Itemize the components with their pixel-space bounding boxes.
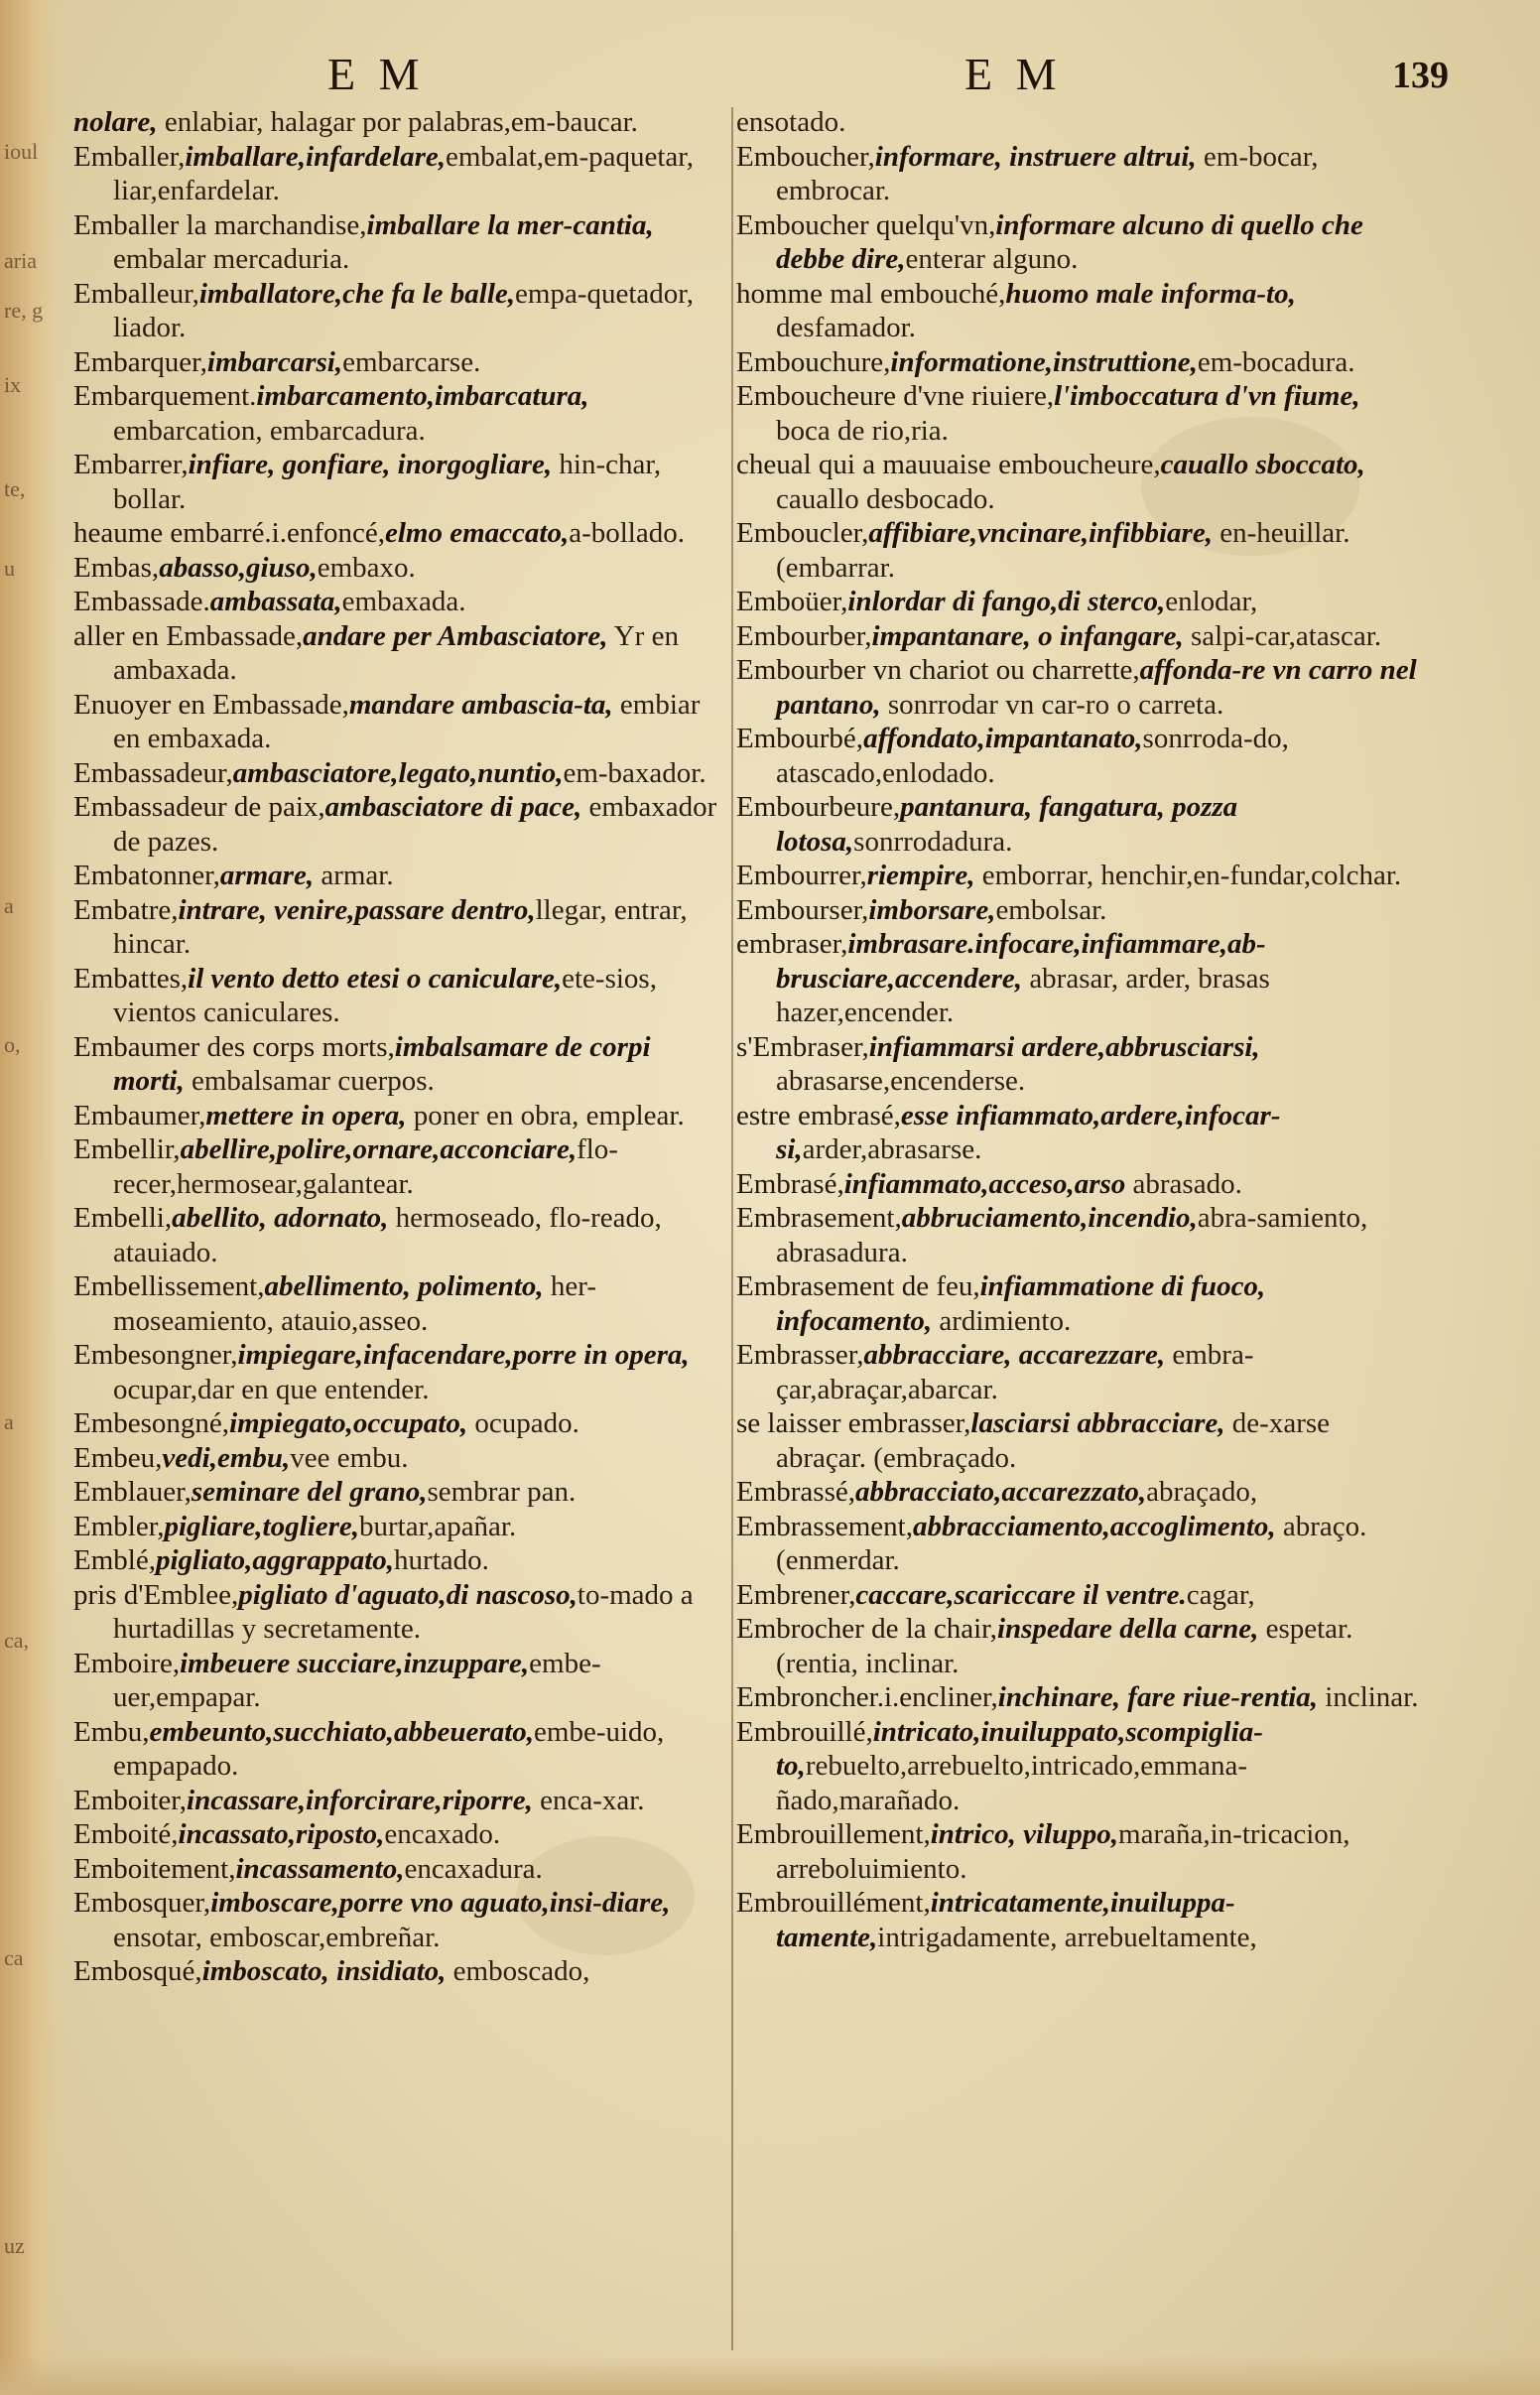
entry-headword: Embrasement, [736,1202,902,1234]
entry-headword: embraser, [736,928,848,960]
dictionary-entry [736,1406,1421,1475]
entry-spanish: ete-sios, vientos caniculares. [113,962,657,1028]
dictionary-entry [736,1886,1421,1954]
entry-italian: informare alcuno di quello che debbe dire, [776,208,1363,275]
dictionary-entry [73,1132,728,1201]
entry-italian: l'imboccatura d'vn fiume, [1054,380,1360,412]
entry-headword: Embesongner, [73,1339,238,1371]
right-running-head: E M [964,49,1063,99]
dictionary-entry [736,1201,1421,1269]
dictionary-entry [73,1715,728,1784]
dictionary-entry [73,619,728,688]
entry-spanish: abrasarse,encenderse. [776,1065,1026,1097]
entry-italian: il vento detto etesi o caniculare, [188,962,563,995]
entry-headword: Embelli, [73,1202,173,1234]
entry-headword: Embouchure, [736,345,891,378]
entry-italian: caccare,scariccare il ventre. [855,1578,1187,1611]
dictionary-entry [736,277,1421,345]
entry-italian: incassare,inforcirare,riporre, [187,1784,533,1816]
dictionary-entry [73,756,728,791]
dictionary-entry [73,1201,728,1269]
entry-spanish: llegar, entrar, hincar. [113,893,688,960]
entry-italian: andare per Ambasciatore, [303,619,608,652]
entry-spanish: flo-recer,hermosear,galantear. [113,1133,618,1200]
dictionary-entry [73,790,728,859]
entry-italian: imboscato, insidiato, [201,1955,447,1987]
entry-italian: intrare, venire,passare dentro, [178,893,536,926]
entry-spanish: ocupar,dar en que entender. [113,1373,430,1405]
entry-italian: imballatore,che fa le balle, [198,277,516,310]
entry-italian: informatione,instruttione, [890,345,1198,378]
entry-italian: ambassata, [209,586,342,617]
margin-fragment: u [4,556,15,581]
entry-italian: imbrasare.infocare,infiammare,ab-brusciare,accendere, [776,928,1266,995]
entry-headword: Embourser, [736,893,869,926]
entry-italian: intricato,inuiluppato,scompiglia-to, [776,1715,1263,1782]
entry-headword: Embrocher de la chair, [736,1613,997,1645]
entry-headword: Embarquer, [73,345,207,378]
entry-spanish: enterar alguno. [905,243,1079,275]
entry-italian: impantanare, o infangare, [871,619,1184,652]
entry-italian: ambasciatore di pace, [324,791,582,823]
dictionary-entry [73,140,728,208]
entry-headword: Emboiter, [73,1784,188,1816]
entry-headword: Embesongné, [73,1407,230,1439]
entry-spanish: sonrroda-do, atascado,enlodado. [776,723,1289,789]
entry-spanish: em-baxador. [563,756,706,789]
dictionary-entry [736,790,1421,859]
entry-spanish: embalat,em-paquetar, liar,enfardelar. [113,140,695,206]
entry-headword: Embaumer des corps morts, [73,1030,395,1063]
dictionary-entry [736,516,1421,585]
column-rule [731,107,733,2350]
dictionary-entry [73,1784,728,1818]
entry-spanish: ardimiento. [932,1304,1072,1337]
dictionary-entry [73,1886,728,1954]
entry-italian: lasciarsi abbracciare, [970,1407,1225,1439]
entry-italian: inchinare, fare riue-rentia, [997,1681,1319,1713]
entry-headword: homme mal embouché, [736,277,1006,310]
entry-spanish: arder,abrasarse. [802,1133,982,1165]
entry-headword: Emblauer, [73,1476,192,1508]
entry-headword: Embourrer, [736,860,867,891]
entry-headword: Embrasé, [736,1167,844,1200]
dictionary-entry [73,688,728,756]
entry-italian: affibiare,vncinare,infibbiare, [868,517,1213,549]
entry-spanish: a-bollado. [569,517,685,549]
entry-spanish: salpi-car,atascar. [1183,619,1382,652]
dictionary-entry [73,1338,728,1406]
entry-spanish: abraçado, [1146,1476,1258,1508]
margin-fragment: te, [4,476,26,501]
entry-italian: abellire,polire,ornare,acconciare, [180,1133,578,1165]
entry-italian: imbalsamare de corpi morti, [113,1030,651,1097]
entry-italian: pigliato,aggrappato, [155,1544,395,1576]
entry-headword: Embassadeur, [73,756,233,789]
entry-spanish: hermoseado, flo-reado, atauiado. [113,1202,662,1268]
dictionary-entry [73,1647,728,1715]
entry-spanish: empa-quetador, liador. [113,277,695,343]
dictionary-entry [73,893,728,962]
entry-headword: aller en Embassade, [73,619,304,652]
entry-headword: Emblé, [73,1544,156,1576]
entry-italian: abellimento, polimento, [264,1270,544,1302]
entry-spanish: enlabiar, halagar por palabras,em-baucar. [157,106,638,138]
entry-headword: Embler, [73,1510,165,1542]
entry-italian: imballare,infardelare, [185,140,446,173]
entry-spanish: abraço. (enmerdar. [776,1510,1367,1576]
entry-spanish: Yr en ambaxada. [113,619,679,686]
entry-spanish: embaxo. [317,551,416,584]
entry-headword: heaume embarré.i.enfoncé, [73,517,385,549]
dictionary-entry [736,345,1421,380]
entry-italian: imborsare, [868,893,996,926]
entry-spanish: sonrrodar vn car-ro o carreta. [880,688,1224,721]
entry-italian: inspedare della carne, [996,1613,1259,1645]
entry-spanish: embiar en embaxada. [113,688,701,754]
dictionary-entry [73,1578,728,1647]
left-page-edge [0,0,58,2395]
dictionary-entry [736,379,1421,448]
page-number: 139 [1392,55,1449,96]
dictionary-entry [736,208,1421,277]
entry-headword: Embroncher.i.encliner, [736,1681,998,1713]
entry-italian: pigliato d'aguato,di nascoso, [238,1578,578,1611]
entry-headword: Emboüer, [736,586,848,617]
entry-headword: Emboitement, [73,1852,236,1885]
dictionary-entry [736,619,1421,654]
dictionary-entry [73,1441,728,1476]
entry-spanish: desfamador. [776,312,916,343]
entry-italian: abbracciato,accarezzato, [855,1476,1147,1508]
entry-spanish: embe-uido, empapado. [113,1715,665,1782]
dictionary-entry [73,277,728,345]
margin-fragment: o, [4,1032,21,1057]
entry-spanish: ensotado. [736,106,846,138]
left-running-head: E M [327,49,426,99]
entry-italian: pantanura, fangatura, pozza lotosa, [776,791,1238,858]
entry-italian: cauallo sboccato, [1160,449,1365,480]
entry-italian: incassato,riposto, [178,1818,385,1850]
entry-spanish: embaxador de pazes. [113,791,717,858]
entry-italian: incassamento, [235,1852,405,1885]
entry-headword: Embatonner, [73,860,220,891]
entry-spanish: vee embu. [290,1441,409,1474]
entry-headword: Embosquer, [73,1887,211,1919]
margin-fragment: ioul [4,139,39,164]
dictionary-entry [736,1338,1421,1406]
entry-headword: Embarrer, [73,449,189,480]
dictionary-entry [736,585,1421,619]
entry-headword: Emboire, [73,1647,181,1679]
entry-spanish: ensotar, emboscar,embreñar. [113,1921,441,1953]
entry-headword: Emballeur, [73,277,199,310]
dictionary-entry [736,1475,1421,1510]
dictionary-entry [73,379,728,448]
margin-fragment: ix [4,372,22,397]
entry-headword: Enuoyer en Embassade, [73,688,349,721]
entry-spanish: ocupado. [467,1407,579,1439]
margin-fragment: uz [4,2233,25,2258]
dictionary-entry [736,140,1421,208]
entry-italian: affonda-re vn carro nel pantano, [776,654,1417,721]
dictionary-entry [736,1612,1421,1680]
entry-italian: nolare, [73,106,158,138]
entry-spanish: cagar, [1186,1578,1255,1611]
entry-italian: abbracciamento,accoglimento, [912,1510,1276,1542]
dictionary-entry [73,1954,728,1989]
entry-headword: Embourbeure, [736,791,901,823]
dictionary-entry [73,1269,728,1338]
entry-headword: Embeu, [73,1441,163,1474]
entry-italian: informare, instruere altrui, [874,140,1197,173]
entry-italian: imboscare,porre vno aguato,insi-diare, [210,1887,671,1919]
entry-spanish: embalar mercaduria. [113,243,350,275]
entry-headword: Embourber vn chariot ou charrette, [736,654,1140,686]
entry-headword: Embassadeur de paix, [73,791,325,823]
entry-headword: Embrouillé, [736,1715,873,1748]
entry-headword: Embassade. [73,586,210,617]
right-column [736,105,1421,1954]
entry-headword: Embellissement, [73,1270,265,1302]
dictionary-entry [73,962,728,1030]
entry-headword: Emboité, [73,1818,179,1850]
margin-fragment: aria [4,248,37,273]
entry-spanish: espetar. (rentia, inclinar. [776,1613,1353,1679]
entry-headword: Embrouillement, [736,1818,931,1850]
entry-spanish: emboscado, [446,1955,590,1987]
entry-headword: Embattes, [73,962,189,995]
dictionary-entry [73,448,728,516]
dictionary-entry [73,1852,728,1887]
dictionary-entry [73,1817,728,1852]
entry-spanish: abrasado. [1125,1167,1242,1200]
entry-headword: Embosqué, [73,1955,202,1987]
entry-italian: impiegare,infacendare,porre in opera, [237,1339,690,1371]
dictionary-entry [73,345,728,380]
entry-italian: elmo emaccato, [385,517,570,549]
dictionary-entry [73,551,728,586]
entry-spanish: hurtado. [394,1544,489,1576]
entry-italian: pigliare,togliere, [164,1510,359,1542]
dictionary-entry [73,1510,728,1544]
entry-headword: Emboucher, [736,140,875,173]
dictionary-entry [73,1543,728,1578]
entry-italian: imbeuere succiare,inzuppare, [180,1647,530,1679]
entry-headword: Embourber, [736,619,872,652]
dictionary-entry [73,516,728,551]
entry-spanish: inclinar. [1318,1681,1419,1713]
entry-italian: embeunto,succhiato,abbeuerato, [149,1715,535,1748]
entry-headword: Embarquement. [73,380,257,412]
entry-headword: cheual qui a mauuaise emboucheure, [736,449,1161,480]
entry-headword: Emboucheure d'vne riuiere, [736,380,1055,412]
entry-headword: Emboucher quelqu'vn, [736,208,996,241]
entry-spanish: maraña,in-tricacion, arreboluimiento. [776,1818,1350,1885]
dictionary-entry [736,859,1421,893]
entry-italian: intricatamente,inuiluppa-tamente, [776,1887,1235,1953]
entry-italian: vedi,embu, [162,1441,291,1474]
dictionary-entry [73,585,728,619]
entry-spanish: emborrar, henchir,en-fundar,colchar. [974,860,1402,891]
dictionary-entry [736,1715,1421,1818]
entry-headword: pris d'Emblee, [73,1578,239,1611]
dictionary-entry [736,448,1421,516]
entry-spanish: embarcarse. [342,345,481,378]
entry-italian: ambasciatore,legato,nuntio, [232,756,564,789]
dictionary-entry [736,105,1421,140]
dictionary-entry [736,1167,1421,1202]
entry-spanish: embolsar. [995,893,1107,926]
entry-italian: impiegato,occupato, [229,1407,468,1439]
bottom-page-edge [0,2355,1540,2395]
entry-italian: imbarcarsi, [206,345,343,378]
dictionary-entry [736,1269,1421,1338]
entry-spanish: encaxadura. [404,1852,543,1885]
dictionary-entry [736,1817,1421,1886]
entry-spanish: embra-çar,abraçar,abarcar. [776,1339,1254,1405]
entry-spanish: abrasar, arder, brasas hazer,encender. [776,962,1270,1028]
entry-spanish: sonrrodadura. [853,825,1013,858]
entry-spanish: poner en obra, emplear. [406,1099,685,1131]
entry-italian: intrico, viluppo, [930,1818,1119,1850]
dictionary-entry [736,1030,1421,1099]
entry-italian: imbarcamento,imbarcatura, [256,380,589,412]
entry-spanish: rebuelto,arrebuelto,intricado,emmana-ñado,marañado. [776,1750,1248,1816]
entry-italian: infiammato,acceso,arso [843,1167,1126,1200]
entry-spanish: embaxada. [341,586,466,617]
entry-italian: infiammatione di fuoco, infocamento, [776,1270,1266,1337]
entry-headword: Embrouillément, [736,1887,931,1919]
entry-spanish: abra-samiento, abrasadura. [776,1202,1368,1268]
dictionary-entry [736,722,1421,790]
entry-headword: Embatre, [73,893,179,926]
entry-spanish: embalsamar cuerpos. [184,1065,435,1097]
entry-italian: armare, [219,860,315,891]
dictionary-entry [736,653,1421,722]
entry-headword: Embrassé, [736,1476,855,1508]
entry-italian: abbruciamento,incendio, [901,1202,1198,1234]
dictionary-entry [73,1030,728,1099]
entry-italian: abellito, adornato, [172,1202,389,1234]
entry-italian: mandare ambascia-ta, [348,688,613,721]
entry-italian: affondato,impantanato, [863,723,1143,754]
entry-italian: abbracciare, accarezzare, [863,1339,1166,1371]
margin-fragment: ca, [4,1628,30,1653]
entry-italian: seminare del grano, [191,1476,428,1508]
left-column [73,105,728,1989]
entry-spanish: cauallo desbocado. [776,482,995,515]
entry-italian: abasso,giuso, [159,551,318,584]
entry-spanish: enca-xar. [532,1784,645,1816]
entry-headword: Emboucler, [736,517,869,549]
entry-headword: Embrassement, [736,1510,913,1542]
entry-spanish: em-bocadura. [1197,345,1355,378]
dictionary-entry [736,927,1421,1030]
entry-headword: Embellir, [73,1133,181,1165]
entry-headword: Emballer, [73,140,186,173]
entry-headword: estre embrasé, [736,1099,901,1131]
entry-spanish: encaxado. [384,1818,501,1850]
dictionary-entry [73,1099,728,1133]
entry-italian: riempire, [866,860,975,891]
entry-spanish: intrigadamente, arrebueltamente, [877,1921,1257,1953]
dictionary-entry [73,1406,728,1441]
entry-spanish: enlodar, [1165,586,1258,617]
margin-fragment: re, g [4,298,44,323]
dictionary-entry [73,1475,728,1510]
entry-headword: Embourbé, [736,723,864,754]
margin-fragment: a [4,1409,14,1434]
margin-fragment: a [4,893,14,918]
entry-headword: Embrasser, [736,1339,864,1371]
entry-italian: imballare la mer-cantia, [366,208,654,241]
entry-headword: Embas, [73,551,160,584]
entry-italian: infiare, gonfiare, inorgogliare, [188,449,553,480]
dictionary-entry [73,859,728,893]
entry-italian: infiammarsi ardere,abbrusciarsi, [868,1030,1260,1063]
entry-spanish: to-mado a hurtadillas y secretamente. [113,1578,694,1645]
entry-italian: mettere in opera, [205,1099,407,1131]
margin-fragment: ca [4,1945,24,1970]
entry-headword: Embrener, [736,1578,856,1611]
entry-headword: Embu, [73,1715,150,1748]
entry-spanish: hin-char, bollar. [113,449,662,515]
entry-spanish: de-xarse abraçar. (embraçado. [776,1407,1331,1474]
dictionary-entry [73,208,728,277]
entry-headword: Emballer la marchandise, [73,208,367,241]
entry-spanish: sembrar pan. [427,1476,577,1508]
entry-headword: se laisser embrasser, [736,1407,971,1439]
entry-spanish: burtar,apañar. [358,1510,517,1542]
entry-spanish: her-moseamiento, atauio,asseo. [113,1270,596,1337]
entry-italian: inlordar di fango,di sterco, [847,586,1166,617]
entry-spanish: armar. [314,860,394,891]
dictionary-entry [736,1510,1421,1578]
entry-spanish: embe-uer,empapar. [113,1647,601,1713]
dictionary-entry [73,105,728,140]
entry-spanish: boca de rio,ria. [776,414,949,447]
entry-spanish: em-bocar, embrocar. [776,140,1319,206]
entry-headword: Embrasement de feu, [736,1270,980,1302]
entry-spanish: embarcation, embarcadura. [113,414,426,447]
dictionary-entry [736,1578,1421,1613]
dictionary-entry [736,1099,1421,1167]
entry-spanish: en-heuillar. (embarrar. [776,517,1350,584]
entry-italian: esse infiammato,ardere,infocar-si, [776,1099,1281,1165]
entry-italian: huomo male informa-to, [1005,277,1296,310]
entry-headword: s'Embraser, [736,1030,869,1063]
dictionary-entry [736,1680,1421,1715]
entry-headword: Embaumer, [73,1099,206,1131]
dictionary-entry [736,893,1421,928]
